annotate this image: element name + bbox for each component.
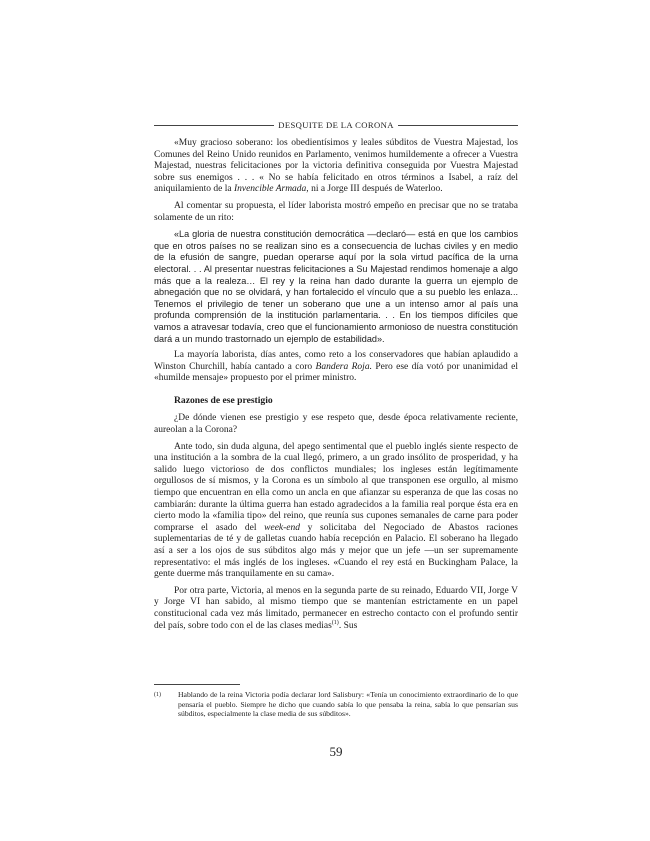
paragraph-3-quote: «La gloria de nuestra constitución democrática —declaró— está en que los cambios que en otros países no se realizan sino es a consecuencia de luchas civiles y en medio de la efusión de sangre, puedan operarse aquí por la sola virtud pacífica de la urna electoral. . . Al presentar nuestras felicitaciones a Su Majestad rendimos homenaje a algo más que a la realeza… El rey y la reina han dado durante la guerra un ejemplo de abnegación que no se olvidará, y han fortalecido el vínculo que a su pueblo les enlaza... Tenemos el privilegio de tener un soberano que une a un intenso amor al país una profunda comprensión de la institución parlamentaria. . . En los tiempos difíciles que vamos a atravesar todavía, creo que el funcionamiento armonioso de nuestra constitución dará a un mundo trastornado un ejemplo de estabilidad». <box>154 229 518 344</box>
footnote-text: Hablando de la reina Victoria podía declarar lord Salisbury: «Tenía un conocimiento extraordinario de lo que pensaría el pueblo. Siempre he dicho que cuando sabía lo que pensaba la reina, sabía lo que pensarían sus súbditos, especialmente la clase media de sus súbditos». <box>178 690 518 719</box>
paragraph-1: «Muy gracioso soberano: los obedientísimos y leales súbditos de Vuestra Majestad, los Comunes del Reino Unido reunidos en Parlamento, venimos humildemente a ofrecer a Vuestra Majestad, nuestras felicitaciones por la victoria definitiva conseguida por Vuestra Majestad sobre sus enemigos . . . « No se había felicitado en otros términos a Isabel, a raíz del aniquilamiento de la Invencible Armada, ni a Jorge III después de Waterloo. <box>154 138 518 195</box>
header-rule-right <box>398 125 518 126</box>
footnote <box>154 690 518 719</box>
paragraph-5: ¿De dónde vienen ese prestigio y ese respeto que, desde época relativamente reciente, aureolan a la Corona? <box>154 413 518 436</box>
paragraph-4: La mayoría laborista, días antes, como reto a los conservadores que habían aplaudido a Winston Churchill, había cantado a coro Bandera Roja. Pero ese día votó por unanimidad el «humilde mensaje» propuesto por el primer ministro. <box>154 350 518 384</box>
header-rule-left <box>154 125 274 126</box>
header-title: DESQUITE DE LA CORONA <box>278 120 394 130</box>
paragraph-7: Por otra parte, Victoria, al menos en la segunda parte de su reinado, Eduardo VII, Jorge V y Jorge VI han sabido, al mismo tiempo que se mantenían estrictamente en un papel constitucional cada vez más limitado, permanecer en estrecho contacto con el profundo sentir del país, sobre todo con el de las clases medias$^{(1)}$. Sus <box>154 585 518 631</box>
footnote-mark: (1) <box>154 692 161 698</box>
paragraph-6: Ante todo, sin duda alguna, del apego sentimental que el pueblo inglés siente respecto de una institución a la sombra de la cual llegó, primero, a un grado insólito de prosperidad, y ha salido luego victorioso de dos conflictos mundiales; los ingleses están legítimamente orgullosos de sí mismos, y la Corona es un símbolo al que transponen ese orgullo, al mismo tiempo que encuentran en ella como un ancla en que afianzar su esperanza de que las cosas no cambiarán: durante la última guerra han estado agradecidos a la familia real porque ésta era en cierto modo la «familia tipo» del reino, que reunía sus cupones semanales de carne para poder comprarse el asado del week-end y solicitaba del Negociado de Abastos raciones suplementarias de té y de galletas cuando había recepción en Palacio. El soberano ha llegado así a ser a los ojos de sus súbditos algo más y mejor que un jefe —un ser supremamente representativo: el más inglés de los ingleses. «Cuando el rey está en Buckingham Palace, la gente duerme más tranquilamente en su cama». <box>154 441 519 580</box>
page-number: 59 <box>329 744 343 759</box>
footnote-ref: (1) <box>331 619 339 626</box>
section-heading: Razones de ese prestigio <box>174 394 273 406</box>
paragraph-2: Al comentar su propuesta, el líder laborista mostró empeño en precisar que no se trataba solamente de un rito: <box>154 200 518 223</box>
running-header <box>154 120 518 130</box>
main-text <box>154 138 518 637</box>
footnote-rule <box>154 684 240 685</box>
